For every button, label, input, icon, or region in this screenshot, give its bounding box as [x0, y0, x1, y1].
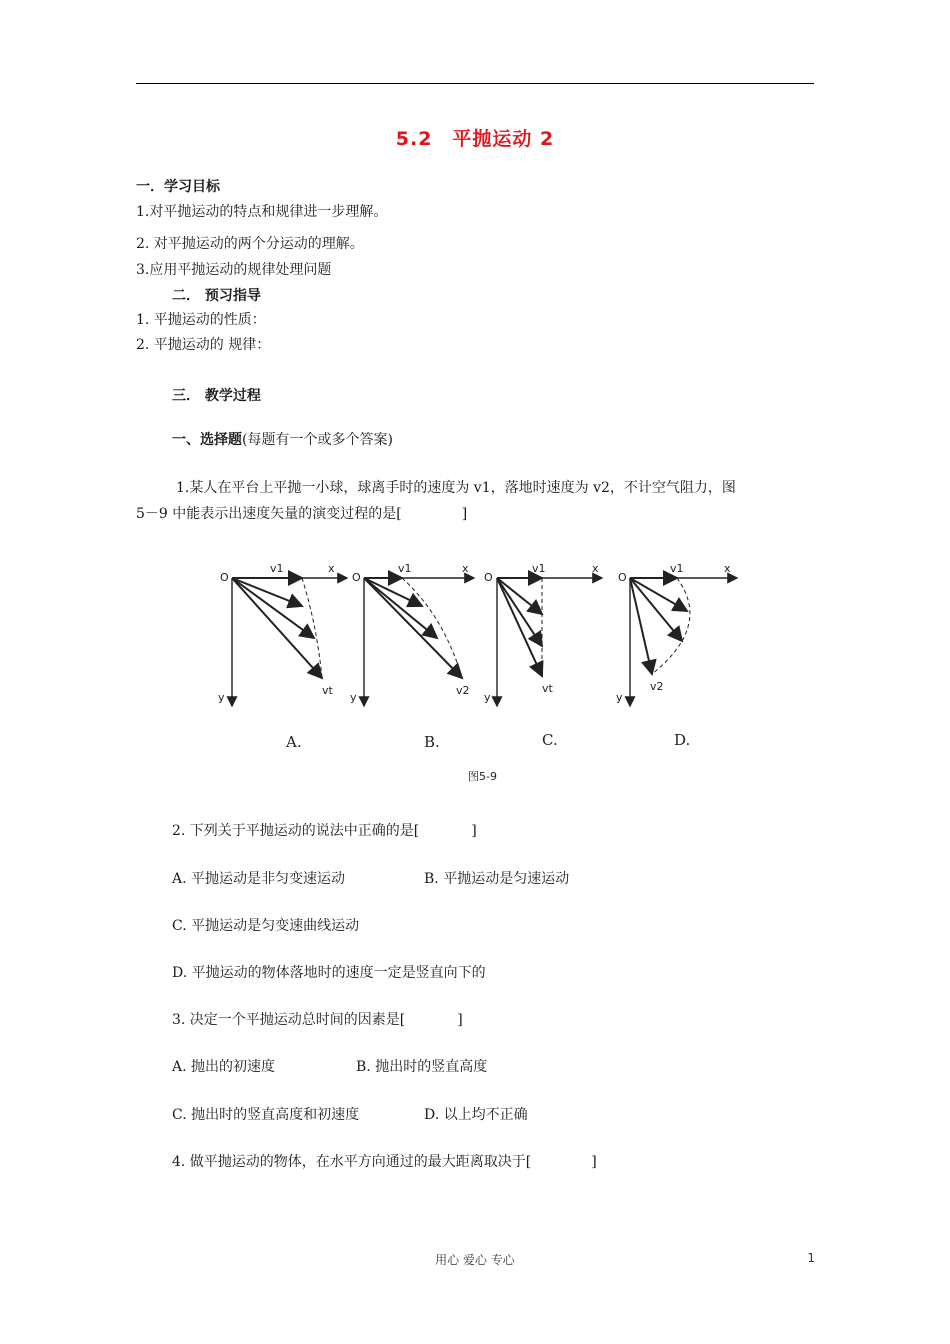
q4-stem-line	[172, 1153, 597, 1171]
q3-option-c: C. 抛出时的竖直高度和初速度	[172, 1107, 360, 1123]
panel-a-origin-label: O	[220, 571, 229, 584]
goal-item-3: 3.应用平抛运动的规律处理问题	[136, 262, 332, 278]
header-rule	[136, 83, 814, 84]
panel-b-end-label: v2	[456, 684, 470, 697]
q2-stem-line	[172, 822, 477, 840]
panel-b-letter: B.	[424, 733, 440, 751]
section-heading-goals: 一．学习目标	[136, 179, 220, 195]
q2-option-c: C. 平抛运动是匀变速曲线运动	[172, 918, 360, 934]
panel-a-end-label: vt	[322, 684, 333, 697]
goal-item-2: 2. 对平抛运动的两个分运动的理解。	[136, 236, 364, 252]
q3-option-b: B. 抛出时的竖直高度	[356, 1059, 488, 1075]
panel-c-x-label: x	[592, 562, 599, 575]
subsection-heading	[172, 431, 393, 449]
bracket-close: ]	[461, 506, 468, 522]
q2-stem: 2. 下列关于平抛运动的说法中正确的是[	[172, 823, 420, 839]
panel-d-x-label: x	[724, 562, 731, 575]
panel-b-start-label: v1	[398, 562, 412, 575]
q4-stem: 4. 做平抛运动的物体，在水平方向通过的最大距离取决于[	[172, 1154, 532, 1170]
panel-b-x-label: x	[462, 562, 469, 575]
panel-b-y-label: y	[350, 691, 357, 704]
section-heading-preview: 二． 预习指导	[172, 288, 261, 304]
bracket-close: ]	[457, 1012, 463, 1028]
q2-option-b: B. 平抛运动是匀速运动	[424, 871, 570, 887]
q2-option-a: A. 平抛运动是非匀变速运动	[172, 871, 346, 887]
q1-stem: 5－9 中能表示出速度矢量的演变过程的是[	[136, 506, 402, 522]
panel-a-start-label: v1	[270, 562, 284, 575]
panel-c-y-label: y	[484, 691, 491, 704]
panel-c-origin-label: O	[484, 571, 493, 584]
subsection-bold: 一、选择题	[172, 432, 242, 448]
panel-b-origin-label: O	[352, 571, 361, 584]
panel-d-letter: D.	[674, 731, 691, 749]
section-heading-process: 三． 教学过程	[172, 388, 261, 404]
page-title: 5.2 平抛运动 2	[395, 128, 555, 150]
q1-line2	[136, 505, 467, 523]
panel-c-end-label: vt	[542, 682, 553, 695]
figure-caption: 图5-9	[468, 770, 497, 783]
q3-option-d: D. 以上均不正确	[424, 1107, 528, 1123]
bracket-close: ]	[471, 823, 477, 839]
panel-d-diagram	[630, 578, 737, 706]
panel-d-origin-label: O	[618, 571, 627, 584]
q3-option-a: A. 抛出的初速度	[172, 1059, 276, 1075]
panel-c-start-label: v1	[532, 562, 546, 575]
preview-item-1: 1. 平抛运动的性质：	[136, 312, 266, 328]
q1-line1: 1.某人在平台上平抛一小球，球离手时的速度为 v1，落地时速度为 v2，不计空气阻力，图	[176, 480, 736, 496]
figure-5-9	[212, 556, 742, 792]
panel-d-start-label: v1	[670, 562, 684, 575]
panel-a-y-label: y	[218, 691, 225, 704]
panel-d-end-label: v2	[650, 680, 664, 693]
page-number: 1	[807, 1251, 815, 1265]
preview-item-2: 2. 平抛运动的 规律：	[136, 337, 271, 353]
bracket-close: ]	[591, 1154, 597, 1170]
panel-c-letter: C.	[542, 731, 558, 749]
panel-a-x-label: x	[328, 562, 335, 575]
q3-stem-line	[172, 1011, 463, 1029]
q3-stem: 3. 决定一个平抛运动总时间的因素是[	[172, 1012, 406, 1028]
panel-a-letter: A.	[286, 733, 302, 751]
subsection-note: (每题有一个或多个答案)	[242, 432, 393, 448]
goal-item-1: 1.对平抛运动的特点和规律进一步理解。	[136, 204, 388, 220]
panel-d-y-label: y	[616, 691, 623, 704]
q2-option-d: D. 平抛运动的物体落地时的速度一定是竖直向下的	[172, 965, 486, 981]
page-footer: 用心 爱心 专心	[435, 1253, 515, 1267]
